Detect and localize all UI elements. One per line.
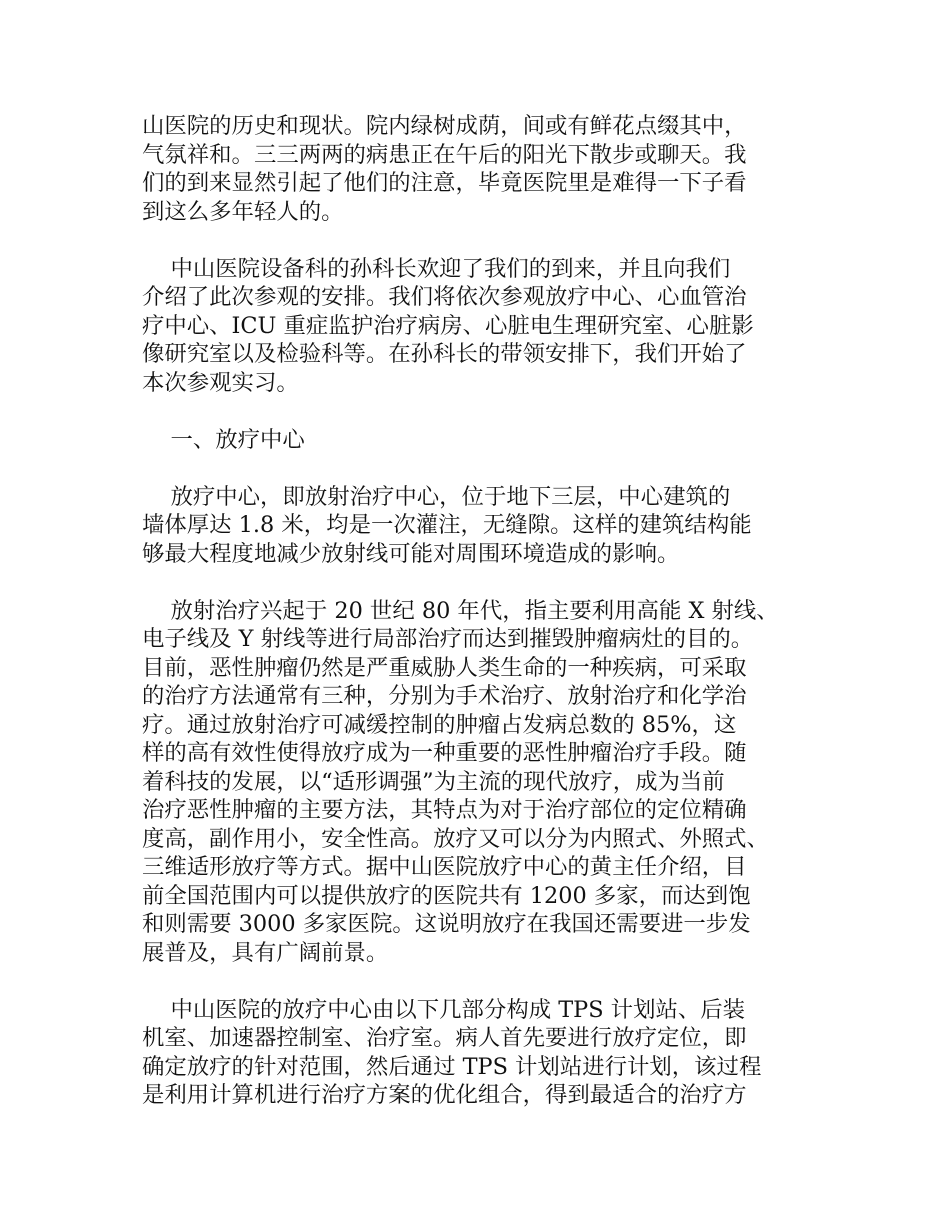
section-heading [142,426,822,455]
text-line: 中山医院的放疗中心由以下几部分构成 TPS 计划站、后装 [142,996,746,1023]
text-line: 介绍了此次参观的安排。我们将依次参观放疗中心、心血管治 [142,284,747,310]
text-line: 的治疗方法通常有三种，分别为手术治疗、放射治疗和化学治 [142,683,747,709]
text-line: 三维适形放疗等方式。据中山医院放疗中心的黄主任介绍，目 [142,854,747,880]
text-line: 气氛祥和。三三两两的病患正在午后的阳光下散步或聊天。我 [142,141,747,168]
document-body [142,112,822,1110]
text-line: 放疗中心，即放射治疗中心，位于地下三层，中心建筑的 [142,483,731,510]
paragraph-gap [142,226,822,255]
paragraph-gap [142,397,822,426]
paragraph-gap [142,967,822,996]
text-line: 机室、加速器控制室、治疗室。病人首先要进行放疗定位，即 [142,1025,747,1051]
text-line: 山医院的历史和现状。院内绿树成荫，间或有鲜花点缀其中， [142,113,747,139]
text-line: 墙体厚达 1.8 米，均是一次灌注，无缝隙。这样的建筑结构能 [142,512,752,538]
paragraph-gap [142,568,822,597]
text-line: 目前，恶性肿瘤仍然是严重威胁人类生命的一种疾病，可采取 [142,654,747,681]
paragraph [142,597,822,968]
text-line: 中山医院设备科的孙科长欢迎了我们的到来，并且向我们 [142,255,731,282]
text-line: 们的到来显然引起了他们的注意，毕竟医院里是难得一下子看 [142,170,747,196]
paragraph-gap [142,454,822,483]
text-line: 是利用计算机进行治疗方案的优化组合，得到最适合的治疗方 [142,1082,747,1108]
text-line: 疗。通过放射治疗可减缓控制的肿瘤占发病总数的 85%，这 [142,711,737,738]
section-heading-text: 一、放疗中心 [142,426,305,453]
paragraph [142,483,822,569]
text-line: 够最大程度地减少放射线可能对周围环境造成的影响。 [142,540,680,567]
text-line: 治疗恶性肿瘤的主要方法，其特点为对于治疗部位的定位精确 [142,797,747,823]
text-line: 展普及，具有广阔前景。 [142,939,389,966]
paragraph [142,255,822,398]
text-line: 和则需要 3000 多家医院。这说明放疗在我国还需要进一步发 [142,911,751,937]
paragraph [142,112,822,226]
text-line: 到这么多年轻人的。 [142,198,344,225]
text-line: 疗中心、ICU 重症监护治疗病房、心脏电生理研究室、心脏影 [142,312,754,339]
text-line: 放射治疗兴起于 20 世纪 80 年代，指主要利用高能 X 射线、 [142,597,779,624]
text-line: 着科技的发展，以“适形调强”为主流的现代放疗，成为当前 [142,768,725,795]
text-line: 样的高有效性使得放疗成为一种重要的恶性肿瘤治疗手段。随 [142,740,747,766]
paragraph [142,996,822,1110]
text-line: 确定放疗的针对范围，然后通过 TPS 计划站进行计划，该过程 [142,1053,762,1080]
text-line: 像研究室以及检验科等。在孙科长的带领安排下，我们开始了 [142,341,747,367]
text-line: 前全国范围内可以提供放疗的医院共有 1200 多家，而达到饱 [142,882,751,909]
text-line: 电子线及 Y 射线等进行局部治疗而达到摧毁肿瘤病灶的目的。 [142,626,754,652]
text-line: 度高，副作用小，安全性高。放疗又可以分为内照式、外照式、 [142,825,769,852]
text-line: 本次参观实习。 [142,369,299,396]
